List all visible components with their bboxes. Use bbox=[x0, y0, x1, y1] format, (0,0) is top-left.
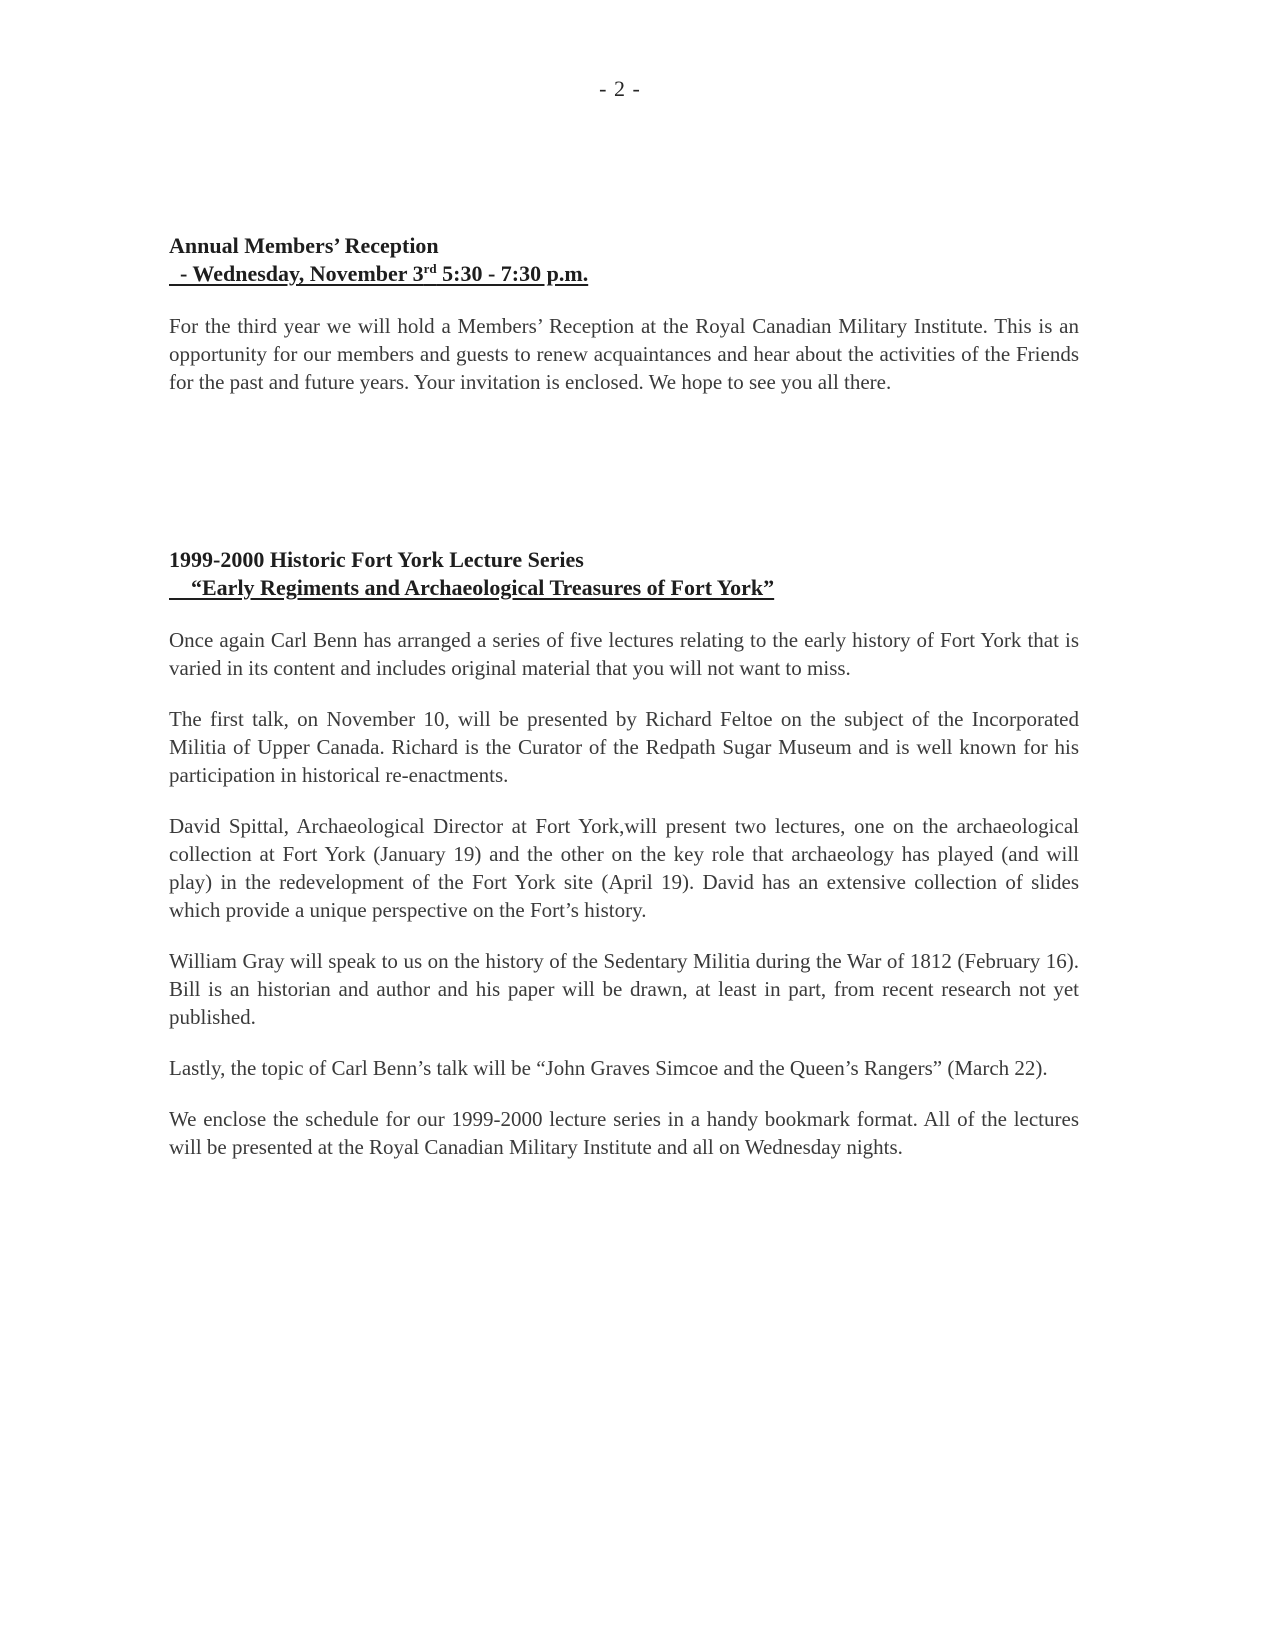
lecture-paragraph-feltoe: The first talk, on November 10, will be presented by Richard Feltoe on the subject of the Incorporated Militia of Upper Canada. Richard is the Curator of the Redpath Sugar Museum and is well known for his participation in historical re-enactments. bbox=[169, 707, 1079, 787]
reception-date-suffix: 5:30 - 7:30 p.m. bbox=[436, 261, 589, 286]
reception-paragraph: For the third year we will hold a Members’ Reception at the Royal Canadian Military Institute. This is an opportunity for our members and guests to renew acquaintances and hear about the activities of the Friends for the past and future years. Your invitation is enclosed. We hope to see you all there. bbox=[169, 314, 1079, 394]
lecture-paragraph-gray: William Gray will speak to us on the history of the Sedentary Militia during the War of 1812 (February 16). Bill is an historian and author and his paper will be drawn, at least in part, from recent research not yet published. bbox=[169, 949, 1079, 1029]
reception-section bbox=[169, 232, 1079, 419]
reception-date-superscript: rd bbox=[423, 261, 437, 276]
reception-date-prefix: - Wednesday, November 3 bbox=[169, 261, 424, 286]
page-number: - 2 - bbox=[599, 76, 641, 101]
lecture-series-heading: 1999-2000 Historic Fort York Lecture Series bbox=[169, 547, 584, 572]
lecture-paragraph-schedule: We enclose the schedule for our 1999-2000 lecture series in a handy bookmark format. All of the lectures will be presented at the Royal Canadian Military Institute and all on Wednesday nights. bbox=[169, 1107, 1079, 1159]
spacer bbox=[169, 288, 1079, 312]
lecture-series-section bbox=[169, 546, 1079, 1184]
lecture-paragraph-benn: Lastly, the topic of Carl Benn’s talk will be “John Graves Simcoe and the Queen’s Rangers” (March 22). bbox=[169, 1056, 1048, 1080]
spacer bbox=[169, 602, 1079, 626]
lecture-paragraph-intro: Once again Carl Benn has arranged a series of five lectures relating to the early history of Fort York that is varied in its content and includes original material that you will not want to miss. bbox=[169, 628, 1079, 680]
reception-date bbox=[169, 260, 1079, 288]
lecture-series-subtitle: “Early Regiments and Archaeological Treasures of Fort York” bbox=[169, 575, 775, 600]
lecture-paragraph-spittal: David Spittal, Archaeological Director at Fort York,will present two lectures, one on the archaeological collection at Fort York (January 19) and the other on the key role that archaeology has played (and will play) in the redevelopment of the Fort York site (April 19). David has an extensive collection of slides which provide a unique perspective on the Fort’s history. bbox=[169, 814, 1079, 922]
reception-heading: Annual Members’ Reception bbox=[169, 233, 439, 258]
